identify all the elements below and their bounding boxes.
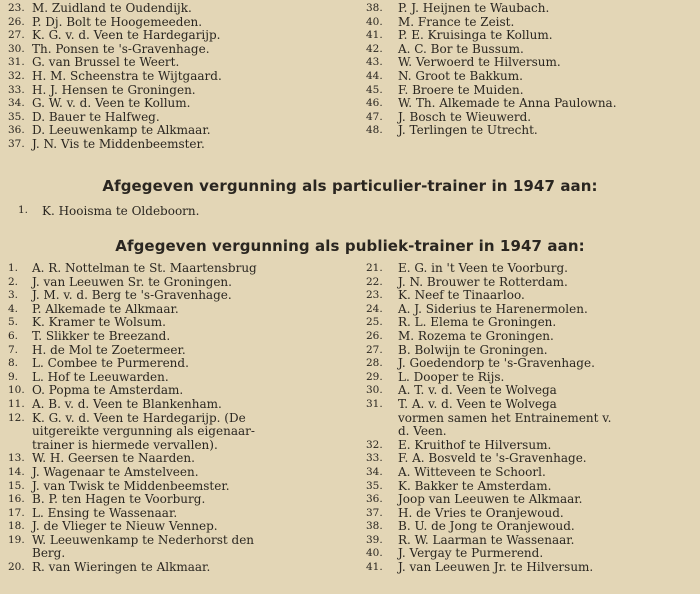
entry-number: 30. (366, 384, 383, 397)
entry-text: W. Verwoerd te Hilversum. (398, 55, 561, 70)
list-item (8, 493, 354, 507)
list-item (366, 357, 696, 371)
entry-text: H. de Vries te Oranjewoud. (398, 505, 564, 520)
list-item (366, 561, 696, 575)
list-item (8, 276, 354, 290)
entry-text: trainer is hiermede vervallen). (32, 437, 218, 452)
entry-text: G. van Brussel te Weert. (32, 55, 180, 70)
list-item (366, 412, 696, 426)
entry-number: 7. (8, 343, 19, 356)
heading-particulier-trainer: Afgegeven vergunning als particulier-trainer in 1947 aan: (102, 177, 598, 195)
entry-number: 26. (8, 15, 25, 28)
list-item (366, 534, 696, 548)
publiek-right-list (366, 262, 696, 575)
entry-text: J. Vergay te Purmerend. (398, 546, 544, 561)
entry-number: 27. (8, 29, 25, 42)
entry-text: A. C. Bor te Bussum. (398, 41, 524, 56)
list-item (8, 124, 328, 138)
entry-text: J. Bosch te Wieuwerd. (398, 109, 532, 124)
entry-number: 41. (366, 561, 383, 574)
entry-number: 41. (366, 29, 383, 42)
list-item (8, 480, 354, 494)
entry-text: J. van Leeuwen Jr. te Hilversum. (398, 560, 594, 575)
entry-number: 17. (8, 506, 25, 519)
list-item (366, 111, 696, 125)
list-item (366, 371, 696, 385)
entry-text: J. Goedendorp te 's-Gravenhage. (398, 356, 595, 371)
entry-text: N. Groot te Bakkum. (398, 68, 523, 83)
entry-text: H. J. Hensen te Groningen. (32, 82, 196, 97)
entry-number: 1. (18, 204, 29, 216)
list-item (8, 2, 328, 16)
list-item (8, 547, 354, 561)
entry-number: 39. (366, 533, 383, 546)
entry-text: J. Terlingen te Utrecht. (398, 123, 538, 138)
entry-number: 19. (8, 533, 25, 546)
entry-text: J. van Leeuwen Sr. te Groningen. (32, 274, 232, 289)
list-item (366, 29, 696, 43)
entry-number: 14. (8, 465, 25, 478)
list-item (8, 425, 354, 439)
entry-number: 1. (8, 262, 19, 274)
entry-text: D. Bauer te Halfweg. (32, 109, 160, 124)
top-right-list (366, 2, 696, 138)
entry-number (366, 425, 398, 439)
entry-text: B. U. de Jong te Oranjewoud. (398, 519, 575, 534)
list-item (366, 56, 696, 70)
entry-number: 2. (8, 275, 19, 288)
entry-text: P. Dj. Bolt te Hoogemeeden. (32, 14, 203, 29)
entry-text: A. T. v. d. Veen te Wolvega (398, 383, 557, 398)
list-item (8, 561, 354, 575)
list-item (8, 138, 328, 152)
entry-text: M. Zuidland te Oudendijk. (32, 1, 192, 15)
entry-text: W. H. Geersen te Naarden. (32, 451, 195, 466)
entry-number: 23. (8, 2, 25, 14)
entry-number: 6. (8, 329, 19, 342)
list-item (8, 262, 354, 276)
entry-number: 34. (366, 465, 383, 478)
entry-number: 36. (366, 493, 383, 506)
list-item (8, 303, 354, 317)
list-item (8, 43, 328, 57)
entry-number: 46. (366, 97, 383, 110)
list-item (8, 439, 354, 453)
entry-text: G. W. v. d. Veen te Kollum. (32, 96, 191, 111)
entry-number: 45. (366, 83, 383, 96)
entry-number: 32. (366, 438, 383, 451)
list-item (366, 398, 696, 412)
list-item (366, 262, 696, 276)
entry-text: K. Hooisma te Oldeboorn. (42, 204, 200, 218)
entry-text: W. Leeuwenkamp te Nederhorst den (32, 532, 255, 547)
entry-number: 38. (366, 520, 383, 533)
entry-number: 40. (366, 547, 383, 560)
entry-number: 43. (366, 56, 383, 69)
list-item (366, 330, 696, 344)
list-item (8, 384, 354, 398)
entry-number: 15. (8, 479, 25, 492)
list-item (366, 452, 696, 466)
entry-number (8, 425, 32, 439)
list-item (366, 344, 696, 358)
list-item (366, 84, 696, 98)
entry-text: P. E. Kruisinga te Kollum. (398, 28, 553, 43)
entry-number: 20. (8, 561, 25, 574)
entry-number: 28. (366, 357, 383, 370)
list-item (366, 289, 696, 303)
entry-text: Th. Ponsen te 's-Gravenhage. (32, 41, 210, 56)
entry-text: uitgereikte vergunning als eigenaar- (32, 424, 255, 439)
entry-text: J. van Twisk te Middenbeemster. (32, 478, 230, 493)
entry-text: D. Leeuwenkamp te Alkmaar. (32, 123, 211, 138)
entry-text: H. de Mol te Zoetermeer. (32, 342, 186, 357)
list-item (8, 520, 354, 534)
entry-text: P. Alkemade te Alkmaar. (32, 301, 179, 316)
entry-number: 33. (366, 452, 383, 465)
entry-text: vormen samen het Entrainement v. (398, 410, 612, 425)
entry-text: Berg. (32, 546, 66, 561)
entry-text: A. Witteveen te Schoorl. (398, 464, 546, 479)
entry-number: 42. (366, 42, 383, 55)
list-item (8, 330, 354, 344)
entry-text: T. Slikker te Breezand. (32, 328, 171, 343)
entry-number: 11. (8, 397, 25, 410)
entry-number: 24. (366, 302, 383, 315)
entry-number: 25. (366, 316, 383, 329)
list-item (366, 520, 696, 534)
entry-text: K. Neef te Tinaarloo. (398, 288, 525, 303)
entry-text: J. N. Brouwer te Rotterdam. (398, 274, 568, 289)
list-item (8, 398, 354, 412)
entry-number: 35. (8, 110, 25, 123)
entry-text: H. M. Scheenstra te Wijtgaard. (32, 68, 222, 83)
entry-text: K. Bakker te Amsterdam. (398, 478, 552, 493)
list-item (8, 111, 328, 125)
entry-number: 27. (366, 343, 383, 356)
entry-number: 5. (8, 316, 19, 329)
entry-number: 16. (8, 493, 25, 506)
entry-number: 10. (8, 384, 25, 397)
entry-number: 34. (8, 97, 25, 110)
entry-text: T. A. v. d. Veen te Wolvega (398, 396, 557, 411)
entry-number: 37. (8, 137, 25, 150)
entry-number (366, 412, 398, 426)
entry-text: K. G. v. d. Veen te Hardegarijp. (32, 28, 221, 43)
list-item (366, 43, 696, 57)
list-item (366, 439, 696, 453)
entry-text: E. Kruithof te Hilversum. (398, 437, 552, 452)
publiek-left-list (8, 262, 354, 575)
entry-text: L. Ensing te Wassenaar. (32, 505, 178, 520)
entry-text: L. Hof te Leeuwarden. (32, 369, 169, 384)
entry-number: 37. (366, 506, 383, 519)
entry-text: R. L. Elema te Groningen. (398, 315, 557, 330)
list-item (366, 124, 696, 138)
entry-number: 30. (8, 42, 25, 55)
entry-text: R. W. Laarman te Wassenaar. (398, 532, 575, 547)
entry-text: R. van Wieringen te Alkmaar. (32, 560, 211, 575)
entry-text: J. de Vlieger te Nieuw Vennep. (32, 519, 218, 534)
heading-publiek-trainer: Afgegeven vergunning als publiek-trainer in 1947 aan: (115, 237, 585, 255)
entry-text: W. Th. Alkemade te Anna Paulowna. (398, 96, 617, 111)
entry-number: 47. (366, 110, 383, 123)
entry-number: 35. (366, 479, 383, 492)
list-item (8, 344, 354, 358)
entry-number: 13. (8, 452, 25, 465)
list-item (8, 316, 354, 330)
list-item (366, 97, 696, 111)
entry-text: P. J. Heijnen te Waubach. (398, 1, 550, 15)
list-item (366, 507, 696, 521)
entry-text: L. Combee te Purmerend. (32, 356, 189, 371)
entry-number: 33. (8, 83, 25, 96)
entry-text: K. Kramer te Wolsum. (32, 315, 166, 330)
list-item (366, 2, 696, 16)
particulier-trainer-entry (18, 204, 199, 218)
list-item (8, 466, 354, 480)
list-item (8, 56, 328, 70)
entry-number: 4. (8, 302, 19, 315)
entry-number: 48. (366, 124, 383, 137)
entry-number: 23. (366, 289, 383, 302)
list-item (8, 70, 328, 84)
entry-number: 38. (366, 2, 383, 14)
entry-number: 3. (8, 289, 19, 302)
entry-text: J. M. v. d. Berg te 's-Gravenhage. (32, 288, 232, 303)
entry-number: 22. (366, 275, 383, 288)
list-item (8, 97, 328, 111)
list-item (366, 384, 696, 398)
entry-number: 32. (8, 69, 25, 82)
entry-number: 31. (8, 56, 25, 69)
list-item (8, 289, 354, 303)
entry-number (8, 547, 32, 561)
list-item (366, 276, 696, 290)
entry-number: 44. (366, 69, 383, 82)
entry-text: E. G. in 't Veen te Voorburg. (398, 261, 568, 275)
entry-number (8, 439, 32, 453)
entry-text: A. J. Siderius te Harenermolen. (398, 301, 588, 316)
entry-number: 40. (366, 15, 383, 28)
entry-text: K. G. v. d. Veen te Hardegarijp. (De (32, 410, 246, 425)
list-item (8, 507, 354, 521)
list-item (366, 547, 696, 561)
entry-number: 9. (8, 370, 19, 383)
entry-text: A. R. Nottelman te St. Maartensbrug (32, 261, 257, 275)
list-item (366, 466, 696, 480)
list-item (8, 357, 354, 371)
entry-number: 36. (8, 124, 25, 137)
list-item (8, 452, 354, 466)
entry-text: M. Rozema te Groningen. (398, 328, 554, 343)
list-item (8, 84, 328, 98)
list-item (366, 303, 696, 317)
top-left-list (8, 2, 328, 152)
entry-text: F. A. Bosveld te 's-Gravenhage. (398, 451, 587, 466)
entry-number: 29. (366, 370, 383, 383)
entry-text: B. P. ten Hagen te Voorburg. (32, 492, 206, 507)
list-item (366, 425, 696, 439)
entry-text: M. France te Zeist. (398, 14, 515, 29)
list-item (366, 70, 696, 84)
entry-number: 31. (366, 397, 383, 410)
list-item (366, 493, 696, 507)
entry-text: d. Veen. (398, 424, 447, 439)
list-item (366, 316, 696, 330)
list-item (366, 480, 696, 494)
entry-number: 8. (8, 357, 19, 370)
entry-text: F. Broere te Muiden. (398, 82, 524, 97)
entry-number: 26. (366, 329, 383, 342)
list-item (8, 534, 354, 548)
entry-text: A. B. v. d. Veen te Blankenham. (32, 396, 222, 411)
list-item (366, 16, 696, 30)
list-item (8, 371, 354, 385)
entry-text: L. Dooper te Rijs. (398, 369, 505, 384)
entry-text: J. N. Vis te Middenbeemster. (32, 136, 205, 151)
entry-text: O. Popma te Amsterdam. (32, 383, 184, 398)
entry-text: J. Wagenaar te Amstelveen. (32, 464, 199, 479)
entry-text: Joop van Leeuwen te Alkmaar. (398, 492, 583, 507)
list-item (8, 16, 328, 30)
list-item (8, 412, 354, 426)
entry-number: 12. (8, 411, 25, 424)
entry-text: B. Bolwijn te Groningen. (398, 342, 548, 357)
entry-number: 21. (366, 262, 383, 274)
list-item (8, 29, 328, 43)
entry-number: 18. (8, 520, 25, 533)
